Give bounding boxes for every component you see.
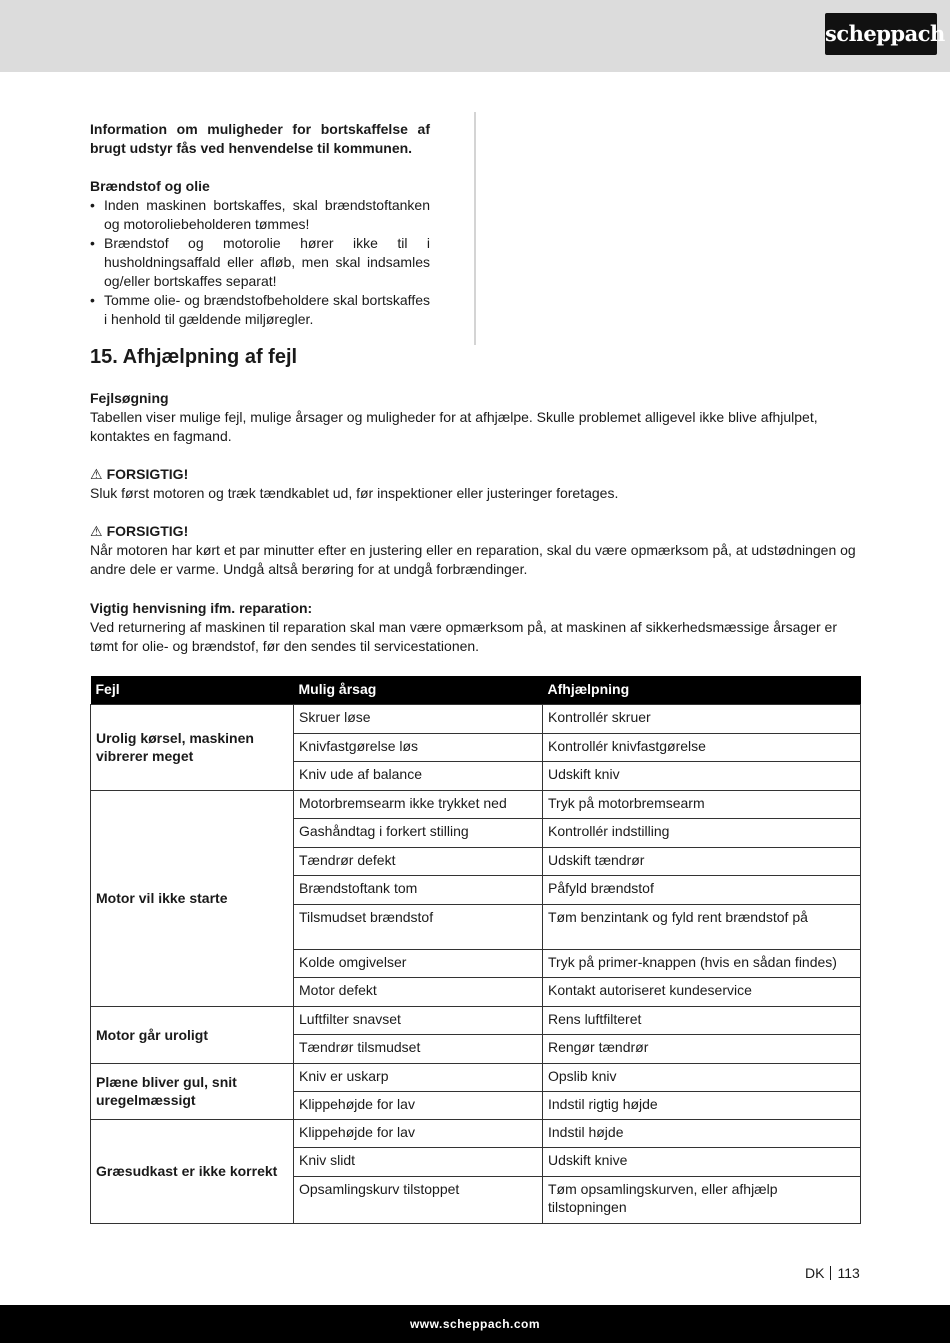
repair-note-text: Ved returnering af maskinen til reparation skal man være opmærksom på, at maskinen af sikkerhedsmæssige årsager er tømt for olie- og brændstof, før den sendes til servicestationen. [90, 619, 837, 654]
cause-cell: Kniv slidt [294, 1147, 543, 1176]
fault-cell: Motor går uroligt [91, 1006, 294, 1063]
cause-cell: Gashåndtag i forkert stilling [294, 818, 543, 847]
page-number-value: 113 [837, 1265, 860, 1281]
table-row [91, 1119, 861, 1147]
cause-cell: Luftfilter snavset [294, 1006, 543, 1034]
list-item: • Inden maskinen bortskaffes, skal brændstoftanken og motoroliebeholderen tømmes! [90, 196, 430, 234]
cause-cell: Kniv ude af balance [294, 761, 543, 790]
cause-cell: Skruer løse [294, 704, 543, 733]
cause-cell: Kolde omgivelser [294, 949, 543, 977]
remedy-cell: Udskift knive [543, 1147, 861, 1176]
remedy-cell: Opslib kniv [543, 1063, 861, 1091]
footer-bar [0, 1305, 950, 1343]
remedy-cell: Kontrollér skruer [543, 704, 861, 733]
caution-block-2 [90, 522, 860, 579]
cause-cell: Motor defekt [294, 977, 543, 1006]
cause-cell: Tændrør tilsmudset [294, 1034, 543, 1063]
remedy-cell: Påfyld brændstof [543, 875, 861, 904]
troubleshooting-heading: Fejlsøgning [90, 390, 169, 406]
troubleshooting-block [90, 389, 860, 446]
remedy-cell: Indstil højde [543, 1119, 861, 1147]
footer-url: www.scheppach.com [409, 1317, 541, 1331]
disposal-column [90, 120, 430, 329]
remedy-cell: Udskift kniv [543, 761, 861, 790]
scheppach-logo [825, 13, 945, 55]
cause-cell: Tændrør defekt [294, 847, 543, 875]
caution-text: Sluk først motoren og træk tændkablet ud, før inspektioner eller justeringer foretages. [90, 485, 619, 501]
warning-icon: ⚠ [90, 523, 103, 539]
fault-cell: Motor vil ikke starte [91, 790, 294, 1006]
fuel-oil-list [90, 196, 430, 329]
repair-note-heading: Vigtig henvisning ifm. reparation: [90, 600, 313, 616]
remedy-cell: Indstil rigtig højde [543, 1091, 861, 1119]
cause-cell: Kniv er uskarp [294, 1063, 543, 1091]
column-header-remedy: Afhjælpning [543, 676, 861, 704]
caution-label: FORSIGTIG! [106, 523, 189, 539]
remedy-cell: Tryk på motorbremsearm [543, 790, 861, 818]
fuel-oil-heading: Brændstof og olie [90, 178, 210, 194]
table-row [91, 704, 861, 733]
table-header-row [91, 676, 861, 704]
page-language: DK [805, 1265, 825, 1281]
remedy-cell: Tøm opsamlingskurven, eller afhjælp tilstopningen [543, 1176, 861, 1223]
remedy-cell: Tryk på primer-knappen (hvis en sådan findes) [543, 949, 861, 977]
remedy-cell: Rens luftfilteret [543, 1006, 861, 1034]
caution-label: FORSIGTIG! [106, 466, 189, 482]
page-number [805, 1264, 860, 1283]
column-divider [474, 112, 476, 345]
fault-cell: Plæne bliver gul, snit uregelmæssigt [91, 1063, 294, 1119]
repair-note-block [90, 599, 860, 656]
cause-cell: Knivfastgørelse løs [294, 733, 543, 761]
caution-block-1 [90, 465, 860, 503]
cause-cell: Brændstoftank tom [294, 875, 543, 904]
cause-cell: Motorbremsearm ikke trykket ned [294, 790, 543, 818]
remedy-cell: Tøm benzintank og fyld rent brændstof på [543, 904, 861, 949]
disposal-intro: Information om muligheder for bortskaffelse af brugt udstyr fås ved henvendelse til kommunen. [90, 121, 430, 156]
list-item: • Tomme olie- og brændstofbeholdere skal bortskaffes i henhold til gældende miljøregler. [90, 291, 430, 329]
cause-cell: Klippehøjde for lav [294, 1091, 543, 1119]
table-row [91, 1006, 861, 1034]
remedy-cell: Kontrollér indstilling [543, 818, 861, 847]
column-header-fault: Fejl [91, 676, 294, 704]
list-item: • Brændstof og motorolie hører ikke til i husholdningsaffald eller afløb, men skal indsamles og/eller bortskaffes separat! [90, 234, 430, 291]
table-row [91, 790, 861, 818]
table-row [91, 1063, 861, 1091]
caution-text: Når motoren har kørt et par minutter efter en justering eller en reparation, skal du være opmærksom på, at udstødningen og andre dele er varme. Undgå altså berøring for at undgå forbrændinger. [90, 542, 856, 577]
page-number-divider [830, 1266, 831, 1280]
section-title: 15. Afhjælpning af fejl [90, 346, 298, 368]
remedy-cell: Kontrollér knivfastgørelse [543, 733, 861, 761]
cause-cell: Opsamlingskurv tilstoppet [294, 1176, 543, 1223]
troubleshooting-text: Tabellen viser mulige fejl, mulige årsager og muligheder for at afhjælpe. Skulle problemet alligevel ikke blive afhjulpet, kontaktes en fagmand. [90, 409, 818, 444]
fault-cell: Græsudkast er ikke korrekt [91, 1119, 294, 1223]
column-header-cause: Mulig årsag [294, 676, 543, 704]
remedy-cell: Rengør tændrør [543, 1034, 861, 1063]
cause-cell: Tilsmudset brændstof [294, 904, 543, 949]
brand-name: scheppach [825, 21, 945, 46]
remedy-cell: Kontakt autoriseret kundeservice [543, 977, 861, 1006]
remedy-cell: Udskift tændrør [543, 847, 861, 875]
fault-cell: Urolig kørsel, maskinen vibrerer meget [91, 704, 294, 790]
troubleshooting-table [90, 676, 861, 1224]
warning-icon: ⚠ [90, 466, 103, 482]
header-bar [0, 0, 950, 72]
cause-cell: Klippehøjde for lav [294, 1119, 543, 1147]
